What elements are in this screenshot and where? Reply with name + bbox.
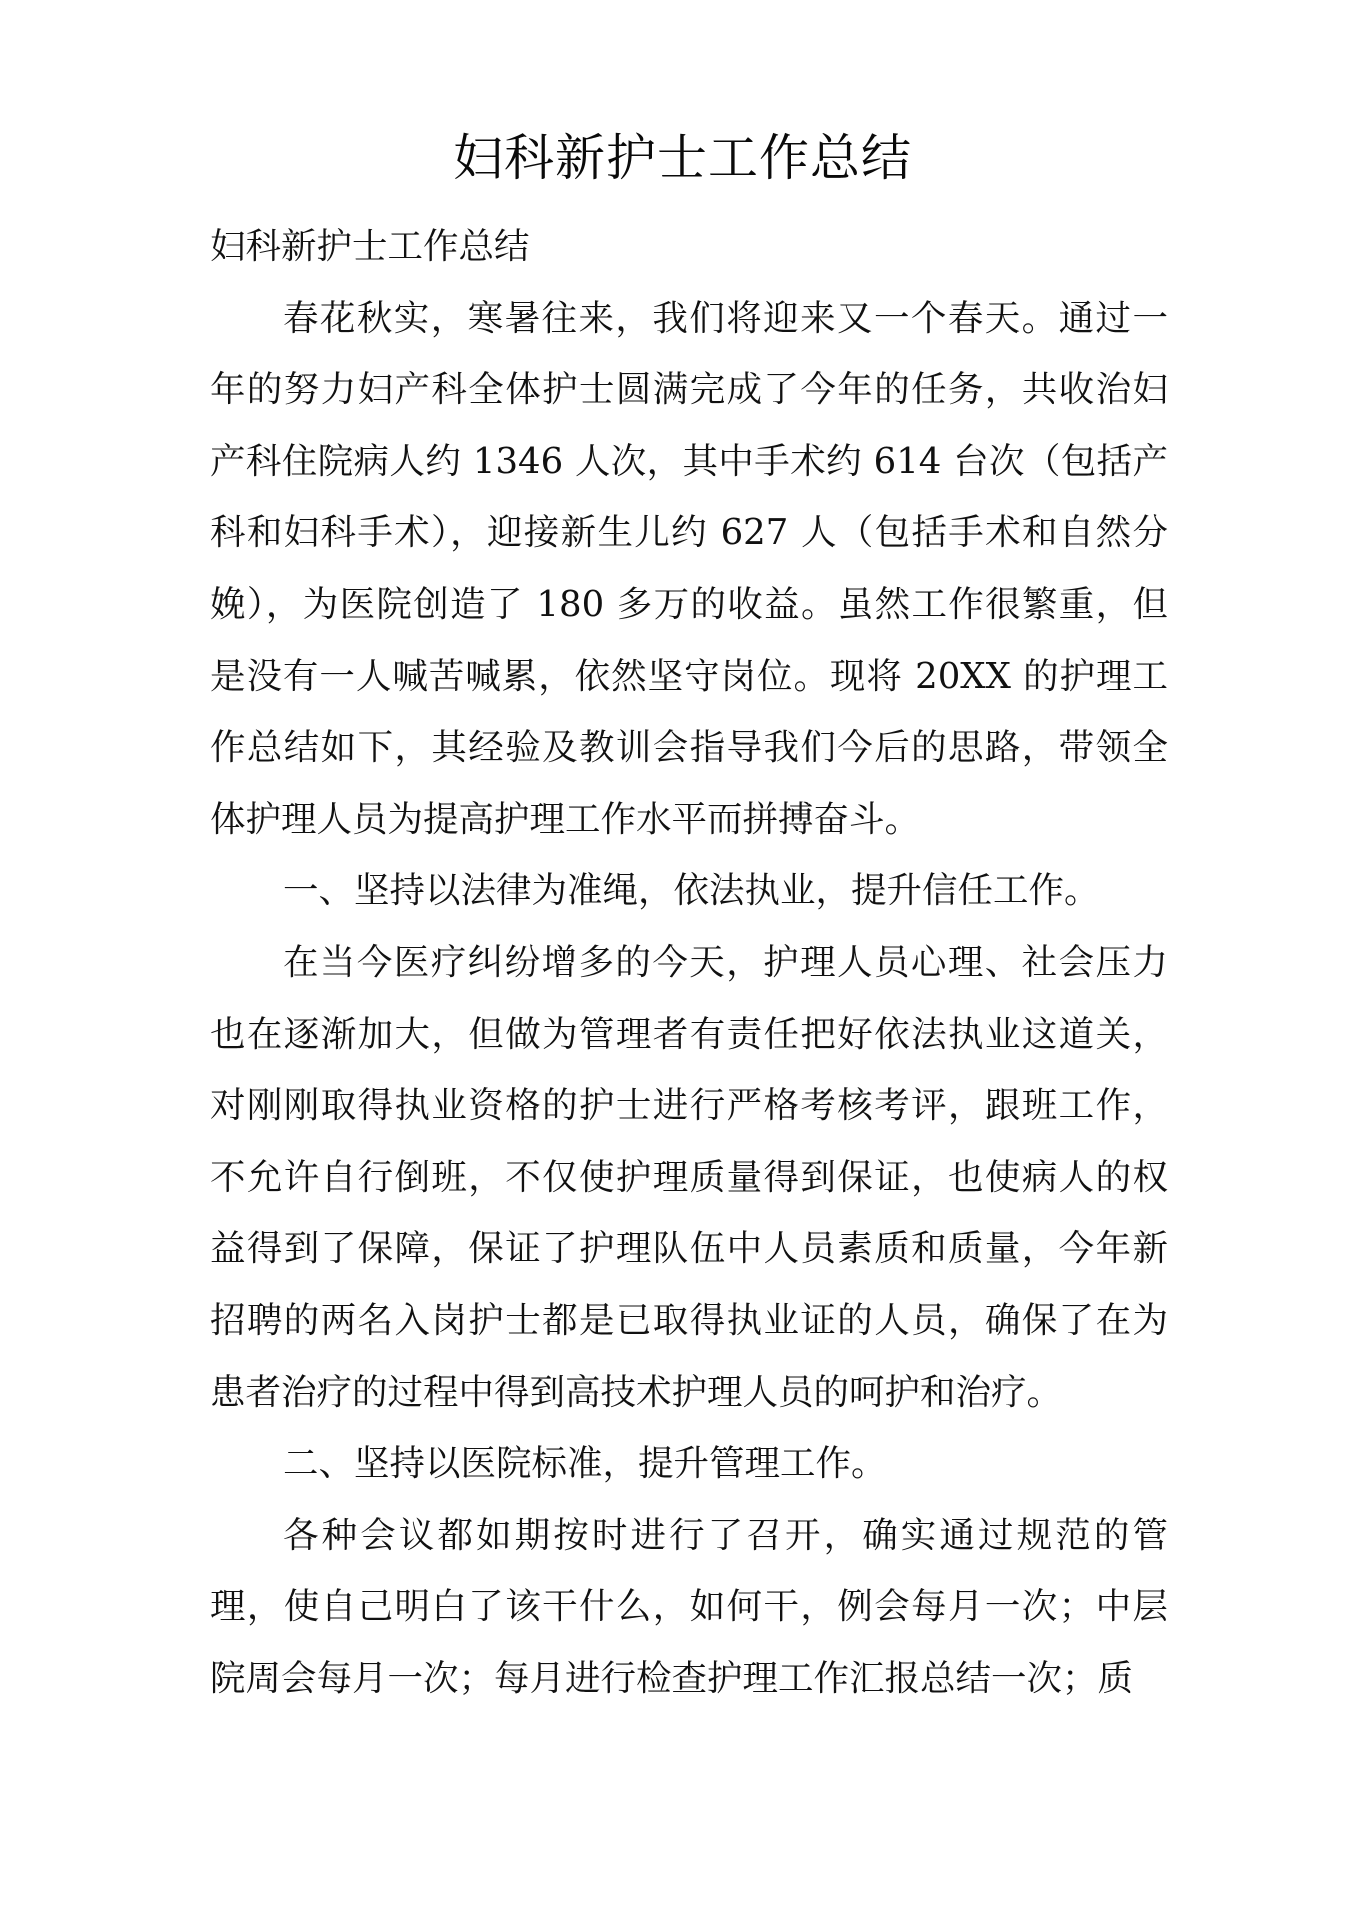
document-subtitle: 妇科新护士工作总结 [210, 226, 530, 267]
section-heading-2: 二、坚持以医院标准，提升管理工作。 [283, 1443, 887, 1485]
document-body [210, 211, 1168, 1714]
paragraph-section-1: 在当今医疗纠纷增多的今天，护理人员心理、社会压力也在逐渐加大，但做为管理者有责任把好依法执业这道关，对刚刚取得执业资格的护士进行严格考核考评，跟班工作，不允许自行倒班，不仅使护理质量得到保证，也使病人的权益得到了保障，保证了护理队伍中人员素质和质量，今年新招聘的两名入岗护士都是已取得执业证的人员，确保了在为患者治疗的过程中得到高技术护理人员的呵护和治疗。 [210, 941, 1168, 1413]
document-title: 妇科新护士工作总结 [453, 129, 912, 187]
paragraph-intro: 春花秋实，寒暑往来，我们将迎来又一个春天。通过一年的努力妇产科全体护士圆满完成了今年的任务，共收治妇产科住院病人约 1346 人次，其中手术约 614 台次（包括产科和妇科手术），迎接新生儿约 627 人（包括手术和自然分娩），为医院创造了 180 多万的收益。虽然工作很繁重，但是没有一人喊苦喊累，依然坚守岗位。现将 20XX 的护理工作总结如下，其经验及教训会指导我们今后的思路，带领全体护理人员为提高护理工作水平而拼搏奋斗。 [210, 297, 1168, 840]
paragraph-section-2: 各种会议都如期按时进行了召开，确实通过规范的管理，使自己明白了该干什么，如何干，例会每月一次；中层院周会每月一次；每月进行检查护理工作汇报总结一次；质 [210, 1514, 1168, 1699]
section-heading-1: 一、坚持以法律为准绳，依法执业，提升信任工作。 [283, 870, 1100, 912]
